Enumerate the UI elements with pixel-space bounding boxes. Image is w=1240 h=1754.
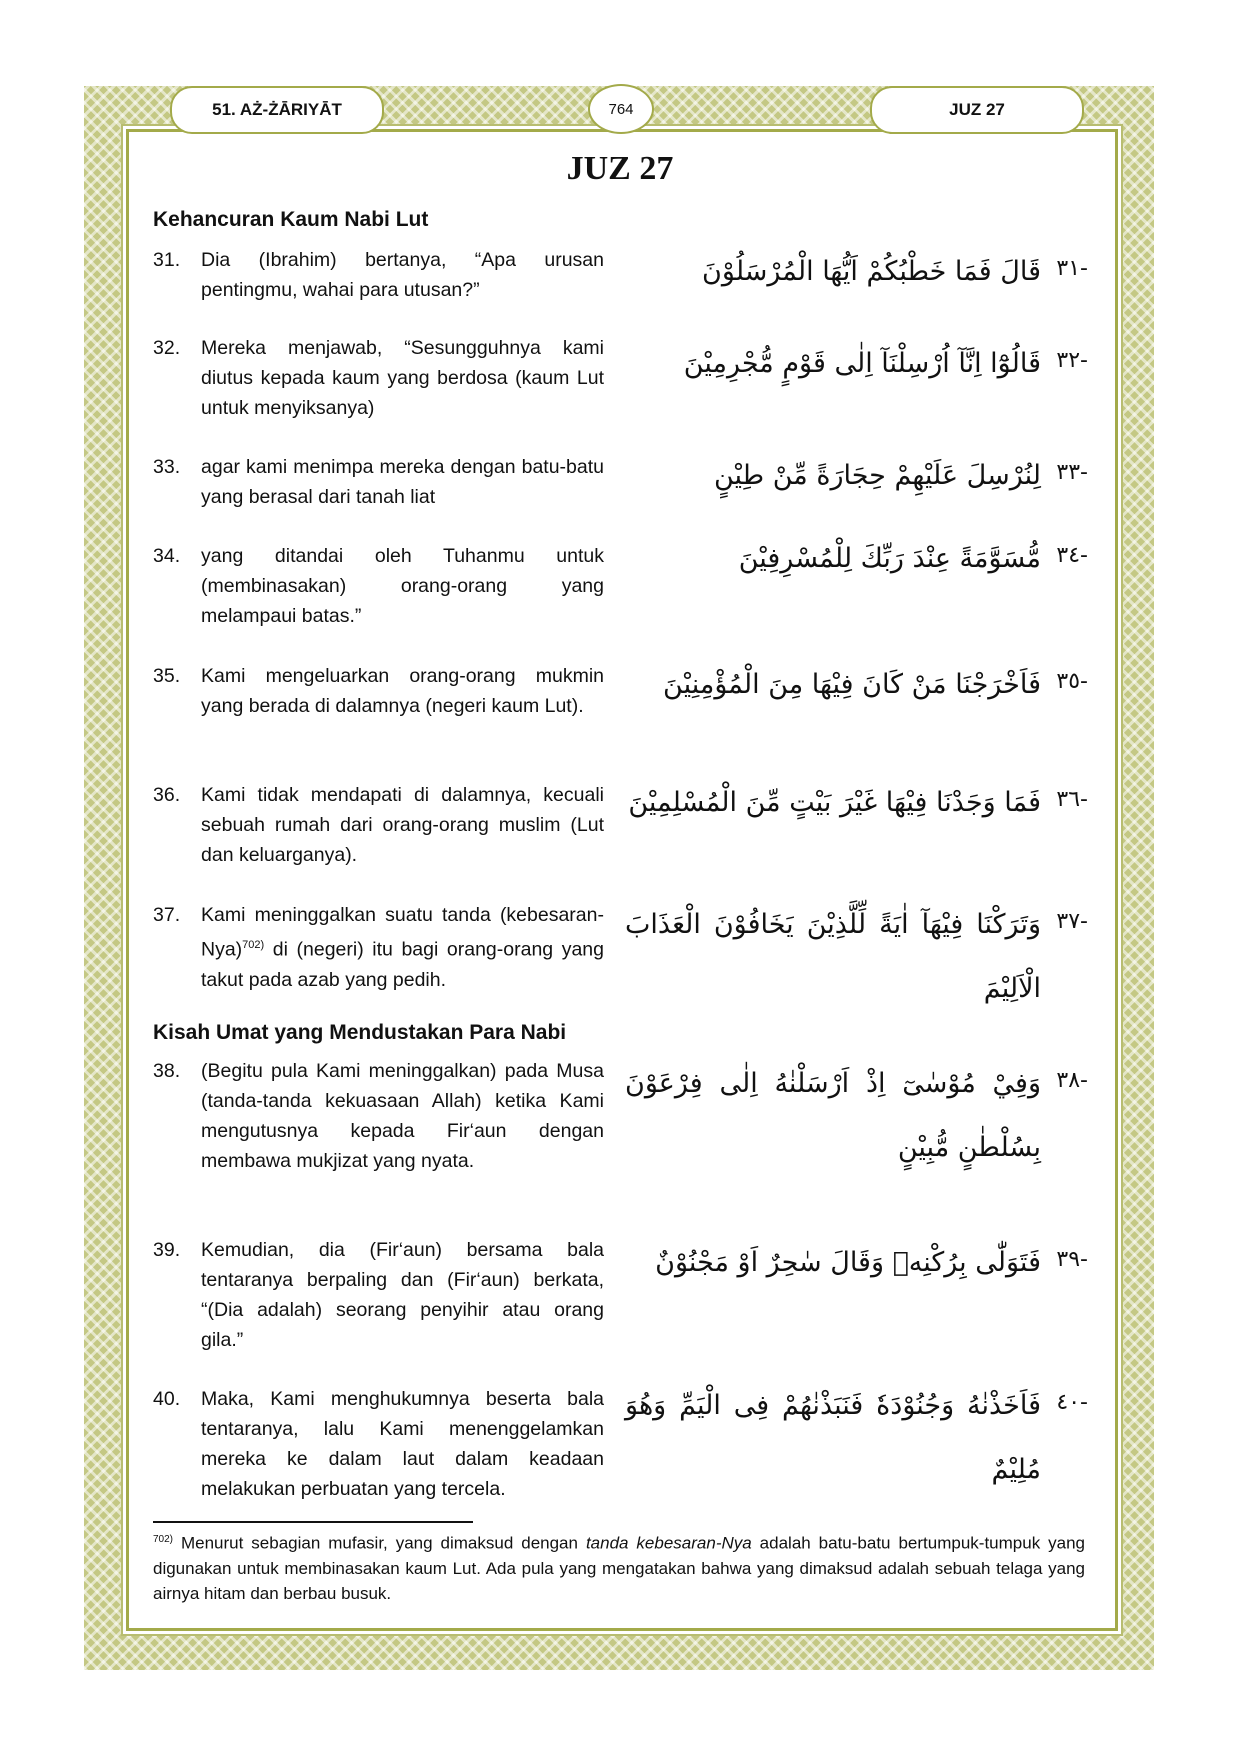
verse-text-part: yang ditandai oleh Tuhanmu untuk (membinasakan) orang-orang yang melampaui batas.”: [201, 545, 604, 627]
arabic-verse-number: -٣٦: [1056, 787, 1088, 812]
verse-number: 34.: [153, 545, 181, 567]
arabic-verse: فَمَا وَجَدْنَا فِيْهَا غَيْرَ بَيْتٍ مِّنَ الْمُسْلِمِيْنَ: [628, 787, 1041, 818]
verse-text-part: Kami tidak mendapati di dalamnya, kecuali sebuah rumah dari orang-orang muslim (Lut dan keluarganya).: [201, 784, 604, 866]
verse-text: [201, 245, 604, 305]
section-heading: Kehancuran Kaum Nabi Lut: [153, 208, 429, 231]
juz-name: JUZ 27: [949, 100, 1005, 119]
verse-text: [201, 452, 604, 512]
verse-number: 37.: [153, 904, 181, 926]
page-title: JUZ 27: [566, 150, 674, 187]
verse-text: [201, 541, 604, 631]
footnote-italic: tanda kebesaran-Nya: [585, 1533, 752, 1553]
verse-translation: [153, 900, 604, 995]
footnote: [153, 1527, 1085, 1606]
arabic-verse: فَاَخَذْنٰهُ وَجُنُوْدَهٗ فَنَبَذْنٰهُمْ فِى الْيَمِّ وَهُوَ مُلِيْمٌ: [625, 1390, 1041, 1485]
verse-translation: [153, 541, 604, 631]
arabic-verse: قَالُوْٓا اِنَّآ اُرْسِلْنَآ اِلٰى قَوْمٍ مُّجْرِمِيْنَ: [683, 348, 1041, 379]
verse-number: 32.: [153, 337, 181, 359]
arabic-verse: لِنُرْسِلَ عَلَيْهِمْ حِجَارَةً مِّنْ طِيْنٍ: [713, 460, 1041, 491]
verse-text-part: agar kami menimpa mereka dengan batu-batu yang berasal dari tanah liat: [201, 456, 604, 508]
verse-text-part: Kami meninggalkan suatu tanda (kebesaran-Nya): [201, 904, 604, 961]
juz-label: [870, 86, 1084, 134]
verse-text: [201, 333, 604, 423]
arabic-verse: وَفِيْ مُوْسٰىٓ اِذْ اَرْسَلْنٰهُ اِلٰى فِرْعَوْنَ بِسُلْطٰنٍ مُّبِيْنٍ: [625, 1068, 1041, 1163]
arabic-verse-number: -٣٣: [1056, 460, 1088, 485]
arabic-verse-number: -٣٤: [1056, 543, 1088, 568]
arabic-verse: قَالَ فَمَا خَطْبُكُمْ اَيُّهَا الْمُرْسَلُوْنَ: [702, 256, 1041, 287]
footnote-reference: 702): [242, 939, 265, 951]
verse-number: 33.: [153, 456, 181, 478]
verse-text: [201, 900, 604, 995]
verse-text-part: Mereka menjawab, “Sesungguhnya kami diutus kepada kaum yang berdosa (kaum Lut untuk menyiksanya): [201, 337, 604, 419]
arabic-verse-number: -٣٥: [1056, 669, 1088, 694]
surah-name: 51. AŻ-ŻĀRIYĀT: [212, 100, 342, 119]
verse-translation: [153, 452, 604, 512]
verse-number: 35.: [153, 665, 181, 687]
verse-translation: [153, 333, 604, 423]
page-number-badge: [588, 84, 654, 134]
arabic-verse: فَتَوَلّٰى بِرُكْنِهٖ وَقَالَ سٰحِرٌ اَوْ مَجْنُوْنٌ: [655, 1247, 1041, 1278]
footnote-text: Menurut sebagian mufasir, yang dimaksud dengan: [173, 1533, 586, 1553]
verse-translation: [153, 1235, 604, 1355]
arabic-verse-number: -٣٢: [1056, 348, 1088, 373]
verse-number: 40.: [153, 1388, 181, 1410]
arabic-verse-number: -٣٧: [1056, 909, 1088, 934]
footnote-divider: [153, 1521, 473, 1523]
arabic-verse: وَتَرَكْنَا فِيْهَآ اٰيَةً لِّلَّذِيْنَ يَخَافُوْنَ الْعَذَابَ الْاَلِيْمَ: [625, 909, 1041, 1004]
verse-number: 38.: [153, 1060, 181, 1082]
verse-translation: [153, 661, 604, 721]
verse-number: 39.: [153, 1239, 181, 1261]
arabic-verse-number: -٤٠: [1056, 1390, 1088, 1415]
verse-text-part: di (negeri) itu bagi orang-orang yang takut pada azab yang pedih.: [201, 938, 604, 991]
verse-number: 36.: [153, 784, 181, 806]
verse-number: 31.: [153, 249, 181, 271]
arabic-verse-number: -٣٩: [1056, 1247, 1088, 1272]
arabic-verse: فَاَخْرَجْنَا مَنْ كَانَ فِيْهَا مِنَ الْمُؤْمِنِيْنَ: [663, 669, 1041, 700]
arabic-verse: مُّسَوَّمَةً عِنْدَ رَبِّكَ لِلْمُسْرِفِيْنَ: [738, 543, 1041, 574]
verse-text: [201, 1056, 604, 1176]
verse-text-part: Dia (Ibrahim) bertanya, “Apa urusan pentingmu, wahai para utusan?”: [201, 249, 604, 301]
arabic-verse-number: -٣٨: [1056, 1068, 1088, 1093]
verse-text: [201, 661, 604, 721]
footnote-marker: 702): [153, 1534, 174, 1545]
page-number: 764: [608, 100, 634, 118]
surah-label: [170, 86, 384, 134]
verse-translation: [153, 1384, 604, 1504]
verse-text-part: (Begitu pula Kami meninggalkan) pada Musa (tanda-tanda kekuasaan Allah) ketika Kami mengutusnya kepada Fir‘aun dengan membawa mukjizat yang nyata.: [201, 1060, 604, 1172]
verse-translation: [153, 245, 604, 305]
verse-translation: [153, 780, 604, 870]
verse-text-part: Kami mengeluarkan orang-orang mukmin yang berada di dalamnya (negeri kaum Lut).: [201, 665, 604, 717]
verse-translation: [153, 1056, 604, 1176]
verse-text: [201, 780, 604, 870]
verse-text-part: Kemudian, dia (Fir‘aun) bersama bala tentaranya berpaling dan (Fir‘aun) berkata, “(Dia adalah) seorang penyihir atau orang gila.”: [201, 1239, 604, 1351]
verse-text: [201, 1384, 604, 1504]
section-heading: Kisah Umat yang Mendustakan Para Nabi: [153, 1021, 567, 1044]
verse-text: [201, 1235, 604, 1355]
arabic-verse-number: -٣١: [1056, 256, 1088, 281]
footnote-text: adalah batu-batu bertumpuk-tumpuk yang digunakan untuk membinasakan kaum Lut. Ada pula yang mengatakan bahwa yang dimaksud adalah sebuah telaga yang airnya hitam dan berbau busuk.: [153, 1533, 1086, 1603]
verse-text-part: Maka, Kami menghukumnya beserta bala tentaranya, lalu Kami menenggelamkan mereka ke dalam laut dalam keadaan melakukan perbuatan yang tercela.: [201, 1388, 604, 1500]
